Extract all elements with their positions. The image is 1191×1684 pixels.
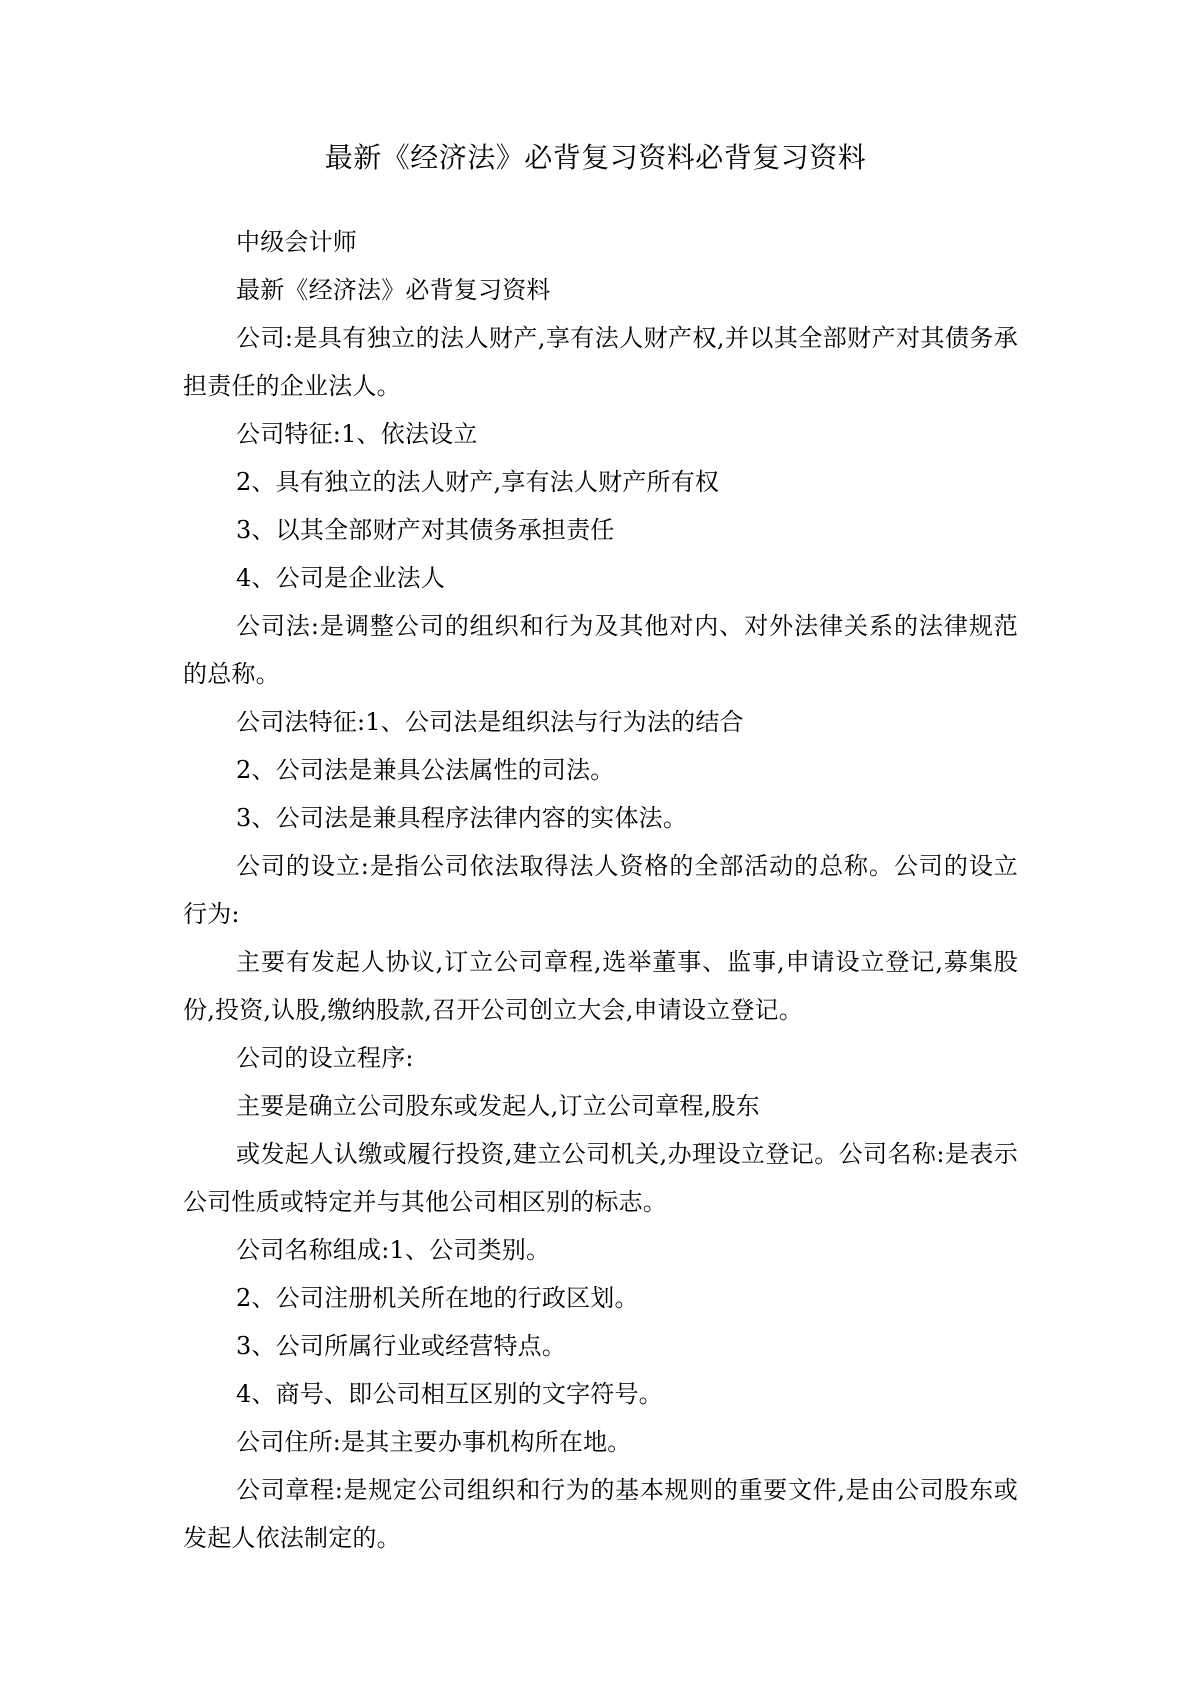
paragraph: 3、公司所属行业或经营特点。 bbox=[236, 1332, 567, 1360]
paragraph: 主要是确立公司股东或发起人,订立公司章程,股东 bbox=[236, 1092, 760, 1120]
paragraph: 中级会计师 bbox=[236, 228, 357, 256]
paragraph: 4、商号、即公司相互区别的文字符号。 bbox=[236, 1380, 663, 1408]
paragraph: 公司法:是调整公司的组织和行为及其他对内、对外法律关系的法律规范的总称。 bbox=[183, 612, 1018, 688]
paragraph: 公司住所:是其主要办事机构所在地。 bbox=[236, 1428, 632, 1456]
paragraph: 公司的设立程序: bbox=[236, 1044, 414, 1072]
paragraph: 3、公司法是兼具程序法律内容的实体法。 bbox=[236, 804, 688, 832]
paragraph: 或发起人认缴或履行投资,建立公司机关,办理设立登记。公司名称:是表示公司性质或特定并与其他公司相区别的标志。 bbox=[183, 1140, 1018, 1216]
paragraph: 2、具有独立的法人财产,享有法人财产所有权 bbox=[236, 468, 720, 496]
paragraph: 公司名称组成:1、公司类别。 bbox=[236, 1236, 551, 1264]
document-title: 最新《经济法》必背复习资料必背复习资料 bbox=[324, 141, 867, 174]
paragraph: 公司:是具有独立的法人财产,享有法人财产权,并以其全部财产对其债务承担责任的企业法人。 bbox=[183, 324, 1018, 400]
paragraph: 公司章程:是规定公司组织和行为的基本规则的重要文件,是由公司股东或发起人依法制定的。 bbox=[183, 1476, 1018, 1552]
paragraph: 3、以其全部财产对其债务承担责任 bbox=[236, 516, 615, 544]
paragraph: 最新《经济法》必背复习资料 bbox=[236, 276, 551, 304]
document-body bbox=[183, 218, 1018, 1562]
paragraph: 2、公司注册机关所在地的行政区划。 bbox=[236, 1284, 639, 1312]
paragraph: 主要有发起人协议,订立公司章程,选举董事、监事,申请设立登记,募集股份,投资,认股,缴纳股款,召开公司创立大会,申请设立登记。 bbox=[183, 948, 1018, 1024]
paragraph: 公司法特征:1、公司法是组织法与行为法的结合 bbox=[236, 708, 744, 736]
paragraph: 公司的设立:是指公司依法取得法人资格的全部活动的总称。公司的设立行为: bbox=[183, 852, 1018, 928]
paragraph: 2、公司法是兼具公法属性的司法。 bbox=[236, 756, 615, 784]
paragraph: 4、公司是企业法人 bbox=[236, 564, 446, 592]
paragraph: 公司特征:1、依法设立 bbox=[236, 420, 478, 448]
